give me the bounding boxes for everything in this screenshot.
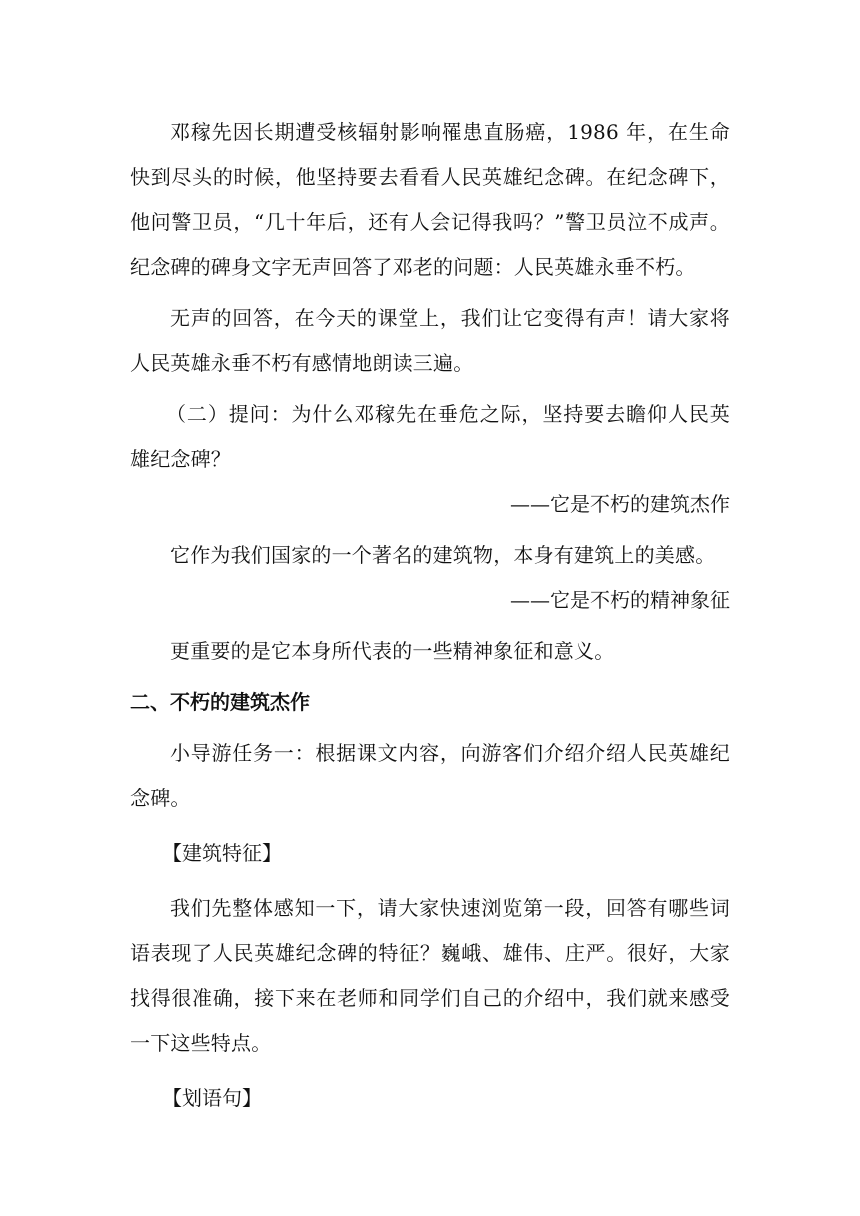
paragraph-overall-perception: 我们先整体感知一下，请大家快速浏览第一段，回答有哪些词语表现了人民英雄纪念碑的特征？巍峨、雄伟、庄严。很好，大家找得很准确，接下来在老师和同学们自己的介绍中，我们就来感受一下这些特点。: [130, 896, 730, 1055]
label-mark-sentences: 【划语句】: [162, 1086, 262, 1110]
answer-architecture: ——它是不朽的建筑杰作: [510, 492, 730, 516]
paragraph-question: （二）提问：为什么邓稼先在垂危之际，坚持要去瞻仰人民英雄纪念碑？: [130, 402, 730, 471]
section-heading: 二、不朽的建筑杰作: [130, 690, 310, 714]
paragraph-deng-jiaxian-story: 邓稼先因长期遭受核辐射影响罹患直肠癌，1986 年，在生命快到尽头的时候，他坚持要去看看人民英雄纪念碑。在纪念碑下，他问警卫员，“几十年后，还有人会记得我吗？”警卫员泣不成声。纪念碑的碑身文字无声回答了邓老的问题：人民英雄永垂不朽。: [130, 120, 730, 279]
paragraph-spirit-meaning: 更重要的是它本身所代表的一些精神象征和意义。: [170, 639, 615, 663]
paragraph-guide-task: 小导游任务一：根据课文内容，向游客们介绍介绍人民英雄纪念碑。: [130, 741, 730, 810]
document-page: [130, 110, 730, 1121]
label-architecture-features: 【建筑特征】: [162, 841, 282, 865]
answer-spirit: ——它是不朽的精神象征: [510, 588, 730, 612]
paragraph-silent-answer: 无声的回答，在今天的课堂上，我们让它变得有声！请大家将人民英雄永垂不朽有感情地朗读三遍。: [130, 306, 730, 375]
paragraph-architecture-beauty: 它作为我们国家的一个著名的建筑物，本身有建筑上的美感。: [170, 543, 716, 567]
